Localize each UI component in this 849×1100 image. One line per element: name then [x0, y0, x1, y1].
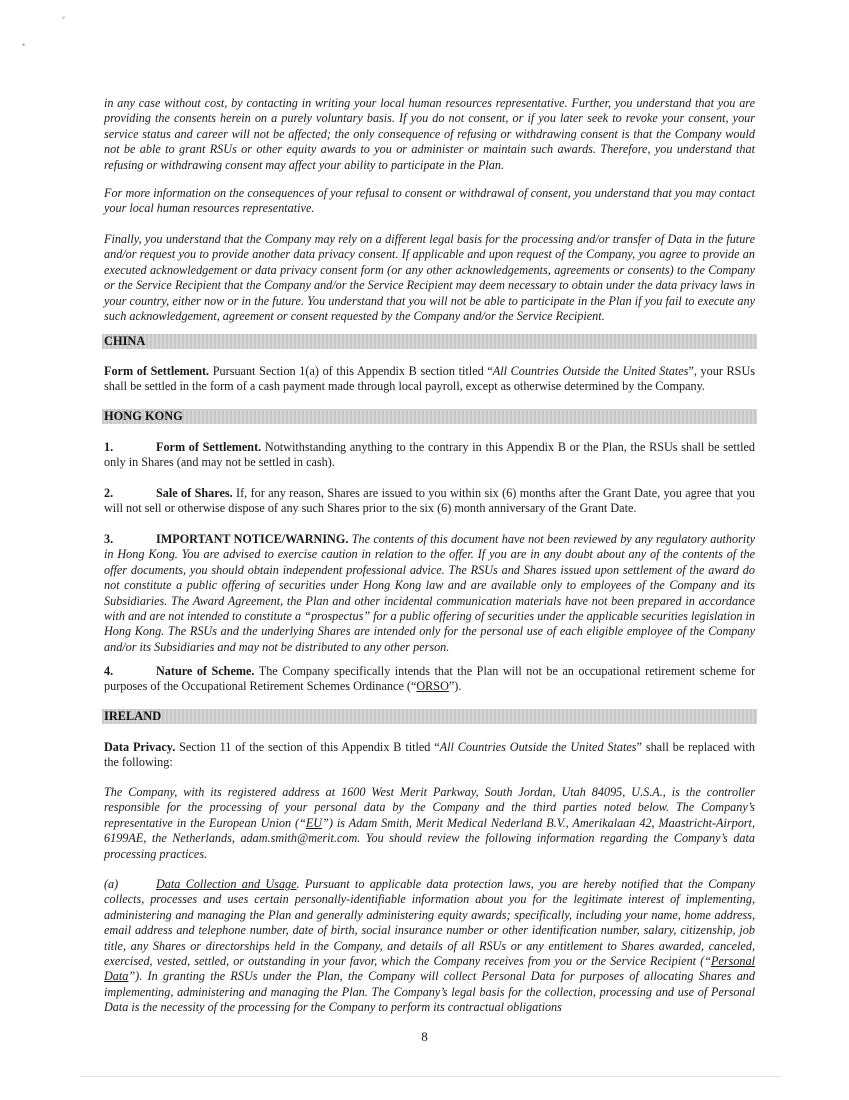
defined-term: ORSO: [416, 679, 449, 694]
item-number: 4.: [104, 664, 114, 678]
paragraph-text: [104, 664, 755, 695]
china-settlement-paragraph: [104, 364, 755, 395]
text-run: ”) is Adam Smith, Merit Medical Nederland B.V., Amerikalaan 42, Maastricht-Airport, 6199AE, the Netherlands, adam.smith@merit.com. You should review the following information regarding the Company’s data processing practices.: [104, 815, 755, 861]
paragraph-text: [104, 877, 755, 1016]
paragraph-text: [104, 740, 755, 771]
paragraph-text: Finally, you understand that the Company may rely on a different legal basis for the processing and/or transfer of Data in the future and/or request you to provide another data privacy consent. If applicable and upon request of the Company, you agree to provide an executed acknowledgement or data privacy consent form (or any other acknowledgements, agreements or consents) to the Company or the Service Recipient that the Company and/or the Service Recipient may deem necessary to obtain under the data privacy laws in your country, either now or in the future. You understand that you will not be able to participate in the Plan if you fail to execute any such acknowledgement, agreement or consent requested by the Company and/or the Service Recipient.: [104, 232, 755, 324]
text-run: If, for any reason, Shares are issued to you within six (6) months after the Grant Date, you agree that you will not sell or otherwise dispose of any such Shares prior to the six (6) month anniversary of the Grant Date.: [104, 486, 755, 516]
text-run: Pursuant Section 1(a) of this Appendix B section titled “: [209, 364, 493, 378]
italic-run: The contents of this document have not been reviewed by any regulatory authority in Hong Kong. You are advised to exercise caution in relation to the offer. If you are in any doubt about any of the contents of the offer documents, you should obtain independent professional advice. The RSUs and Shares issued upon settlement of the award do not constitute a public offering of securities under Hong Kong law and are available only to employees of the Company and its Subsidiaries. The Award Agreement, the Plan and other incidental communication materials have not been prepared in accordance with and are not intended to constitute a “prospectus” for a public offering of securities under the applicable securities legislation in Hong Kong. The RSUs and the underlying Shares are intended only for the personal use of each eligible employee of the Company and/or its Subsidiaries and may not be distributed to any other person.: [104, 532, 755, 654]
hk-item-3: [104, 532, 755, 655]
text-run: Notwithstanding anything to the contrary in this Appendix B or the Plan, the RSUs shall be settled only in Shares (and may not be settled in cash).: [104, 440, 755, 470]
text-run: ”, your RSUs shall be settled in the form of a cash payment made through local payroll, except as otherwise determined by the Company.: [104, 364, 755, 394]
subsection-title: Data Collection and Usage: [156, 877, 297, 891]
paragraph-text: in any case without cost, by contacting in writing your local human resources representative. Further, you understand that you are providing the consents herein on a purely voluntary basis. If you do not consent, or if you later seek to revoke your consent, your service status and career will not be affected; the only consequence of refusing or withdrawing consent is that the Company would not be able to grant RSUs or other equity awards to you or administer or maintain such awards. Therefore, you understand that refusing or withdrawing consent may affect your ability to participate in the Plan.: [104, 96, 755, 172]
paragraph-text: [104, 532, 755, 655]
paragraph-text: [104, 785, 755, 862]
consent-paragraph: [104, 96, 755, 173]
defined-term: Personal Data: [104, 954, 755, 984]
text-run: The Company specifically intends that the Plan will not be an occupational retirement scheme for purposes of the Occupational Retirement Schemes Ordinance (“: [104, 664, 756, 694]
legal-basis-paragraph: [104, 232, 755, 324]
section-heading-ireland: [102, 709, 757, 724]
hk-item-1: [104, 440, 755, 471]
italic-run: All Countries Outside the United States: [492, 364, 689, 378]
section-heading-hong-kong: [102, 409, 757, 424]
hk-item-4: [104, 664, 755, 695]
italic-run: All Countries Outside the United States: [439, 740, 637, 754]
page-number: 8: [421, 1029, 428, 1044]
hk-item-2: [104, 486, 755, 517]
bold-lead: Data Privacy.: [104, 740, 176, 754]
paragraph-text: For more information on the consequences of your refusal to consent or withdrawal of consent, you understand that you may contact your local human resources representative.: [104, 186, 755, 216]
bold-lead: Nature of Scheme.: [156, 664, 255, 678]
bold-lead: Sale of Shares.: [156, 486, 233, 500]
section-heading-text: IRELAND: [104, 709, 162, 723]
item-number: (a): [104, 877, 119, 891]
scan-speck: ⸗: [62, 12, 65, 22]
paragraph-text: [104, 440, 755, 471]
text-run: . Pursuant to applicable data protection laws, you are hereby notified that the Company collects, processes and uses certain personally-identifiable information about you for the legitimate interest of implementing, administering and managing the Plan and generally administering equity awards; specifically, including your name, home address, email address and telephone number, date of birth, social insurance number or other identification number, salary, citizenship, job title, any Shares or directorships held in the Company, and details of all RSUs or any entitlement to Shares awarded, canceled, exercised, vested, settled, or outstanding in your favor, which the Company receives from you or the Service Recipient (“: [104, 877, 755, 969]
item-number: 3.: [104, 532, 114, 546]
bold-lead: Form of Settlement.: [104, 364, 210, 378]
paragraph-text: [104, 486, 755, 517]
text-run: ”).: [448, 679, 462, 694]
defined-term: EU: [305, 815, 323, 830]
text-run: The Company, with its registered address at 1600 West Merit Parkway, South Jordan, Utah 84095, U.S.A., is the controller responsible for the processing of your personal data by the Company and the third parties noted below. The Company’s representative in the European Union (“: [104, 785, 755, 830]
bold-lead: Form of Settlement.: [156, 440, 262, 454]
ireland-controller-paragraph: [104, 785, 755, 862]
text-run: Section 11 of the section of this Appendix B titled “: [175, 740, 440, 754]
text-run: ”). In granting the RSUs under the Plan, the Company will collect Personal Data for purposes of allocating Shares and implementing, administering and managing the Plan. The Company’s legal basis for the collection, processing and use of Personal Data is the necessity of the processing for the Company to perform its contractual obligations: [104, 969, 755, 1015]
ireland-data-collection-paragraph: [104, 877, 755, 1016]
page-edge-line: [80, 1076, 780, 1077]
section-heading-china: [102, 334, 757, 349]
section-heading-text: HONG KONG: [104, 409, 183, 423]
item-number: 1.: [104, 440, 114, 454]
text-run: ” shall be replaced with the following:: [104, 740, 755, 770]
more-info-paragraph: [104, 186, 755, 217]
paragraph-text: [104, 364, 755, 395]
ireland-data-privacy-paragraph: [104, 740, 755, 771]
bold-lead: IMPORTANT NOTICE/WARNING.: [156, 532, 349, 546]
section-heading-text: CHINA: [104, 334, 146, 348]
item-number: 2.: [104, 486, 114, 500]
scan-speck: •: [22, 40, 26, 50]
